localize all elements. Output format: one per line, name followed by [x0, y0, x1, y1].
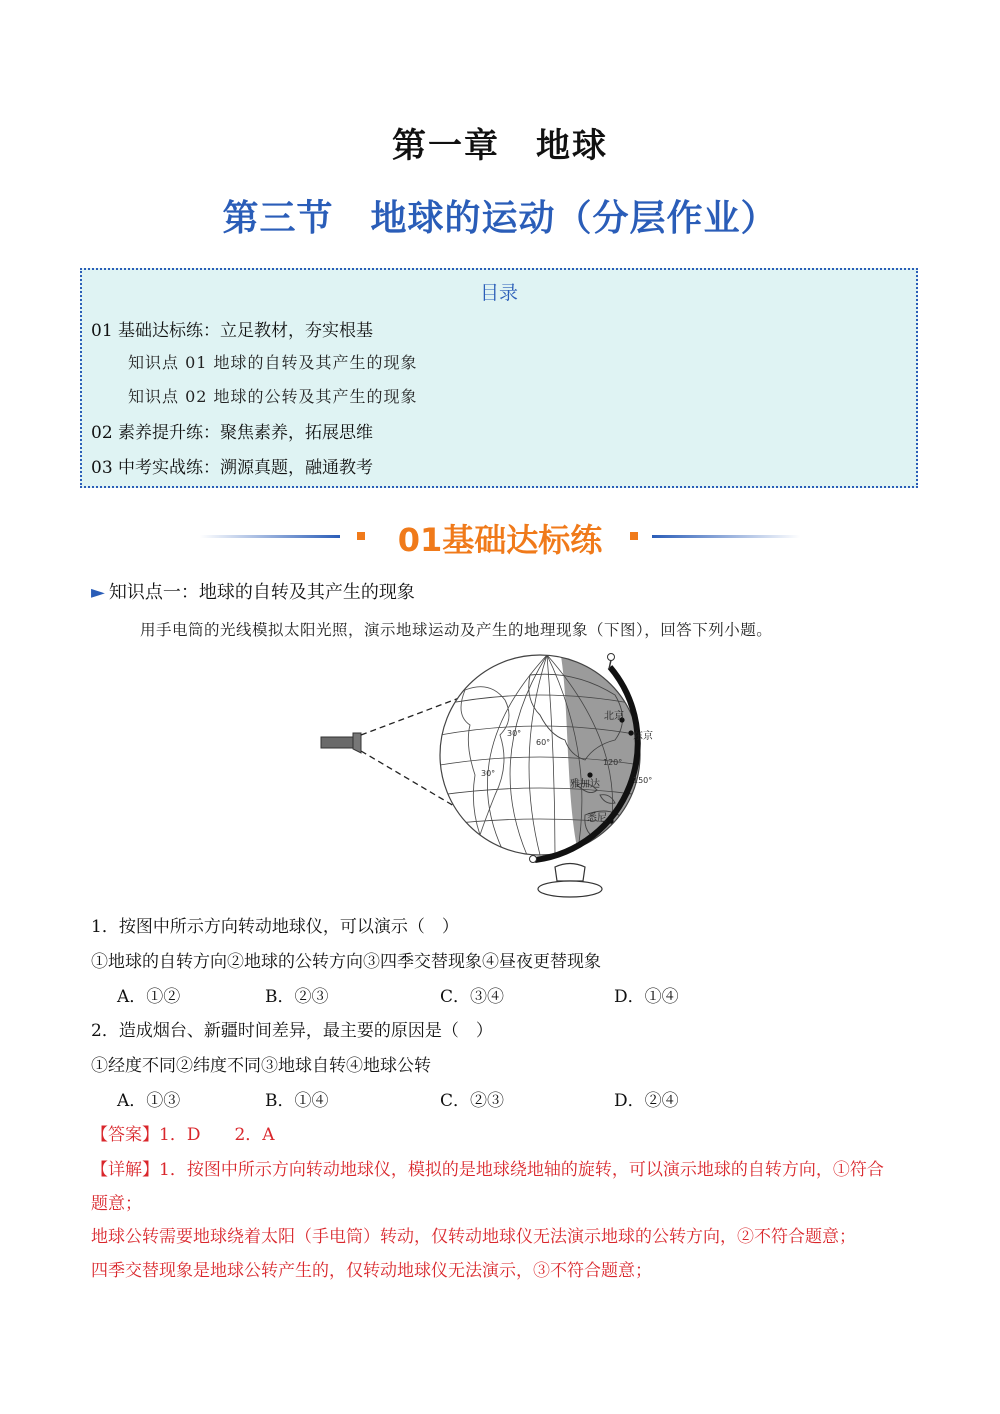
- label-tokyo: 东京: [633, 731, 653, 742]
- answer-label: 【答案】: [91, 1125, 159, 1145]
- toc-item-kp02[interactable]: 知识点 02 地球的公转及其产生的现象: [128, 387, 418, 406]
- question-1-stem: 1．按图中所示方向转动地球仪，可以演示（ ）: [91, 917, 459, 937]
- label-lat-30-south: 30°: [481, 769, 496, 778]
- knowledge-point-heading: [91, 578, 415, 604]
- question-1-option-b[interactable]: B．②③: [265, 987, 329, 1007]
- question-intro: 用手电筒的光线模拟太阳光照，演示地球运动及产生的地理现象（下图），回答下列小题。: [140, 621, 773, 639]
- question-1-option-c[interactable]: C．③④: [440, 987, 505, 1007]
- toc-item-01[interactable]: 01 基础达标练：立足教材，夯实根基: [91, 321, 374, 341]
- globe-base: [538, 881, 602, 897]
- explanation-line-1: [91, 1155, 884, 1180]
- triangle-marker-icon: ►: [91, 582, 105, 603]
- section-banner: 01基础达标练: [397, 521, 603, 559]
- globe-stand: [555, 864, 585, 882]
- explanation-label: 【详解】: [91, 1160, 159, 1180]
- label-beijing: 北京: [604, 711, 624, 722]
- answer-line: [91, 1120, 275, 1145]
- label-lon-60: 60°: [536, 738, 551, 747]
- flashlight-head: [353, 733, 361, 753]
- banner-divider-right: [652, 535, 800, 538]
- flashlight-icon: [321, 737, 353, 748]
- section-title: 第三节 地球的运动（分层作业）: [222, 198, 778, 239]
- globe-flashlight-figure: [315, 645, 685, 905]
- label-lon-150: 150°: [633, 776, 653, 785]
- question-1-option-d[interactable]: D．①④: [614, 987, 679, 1007]
- explanation-text-1: 1．按图中所示方向转动地球仪，模拟的是地球绕地轴的旋转，可以演示地球的自转方向，①符合: [159, 1160, 884, 1180]
- question-2-option-d[interactable]: D．②④: [614, 1091, 679, 1111]
- answer-text: 1．D 2．A: [159, 1125, 275, 1145]
- label-lon-120: 120°: [603, 758, 623, 767]
- label-jakarta: 雅加达: [570, 779, 600, 790]
- question-1-option-a[interactable]: A．①②: [117, 987, 181, 1007]
- chapter-title: 第一章 地球: [392, 126, 608, 166]
- banner-square-left: [357, 532, 365, 540]
- toc-item-kp01[interactable]: 知识点 01 地球的自转及其产生的现象: [128, 353, 418, 372]
- question-2-option-c[interactable]: C．②③: [440, 1091, 505, 1111]
- explanation-line-2: 题意；: [91, 1194, 142, 1214]
- question-1-statements: ①地球的自转方向②地球的公转方向③四季交替现象④昼夜更替现象: [91, 952, 601, 972]
- question-2-statements: ①经度不同②纬度不同③地球自转④地球公转: [91, 1056, 431, 1076]
- banner-square-right: [630, 532, 638, 540]
- table-of-contents: [80, 268, 918, 488]
- axis-bottom: [530, 856, 537, 863]
- explanation-line-4: 四季交替现象是地球公转产生的，仅转动地球仪无法演示，③不符合题意；: [91, 1261, 652, 1281]
- label-sydney: 悉尼: [587, 813, 607, 824]
- label-lat-30-north: 30°: [507, 729, 522, 738]
- axis-top: [608, 654, 615, 661]
- question-2-option-b[interactable]: B．①④: [265, 1091, 329, 1111]
- toc-item-02[interactable]: 02 素养提升练：聚焦素养，拓展思维: [91, 423, 374, 443]
- question-2-option-a[interactable]: A．①③: [117, 1091, 181, 1111]
- banner-divider-left: [200, 535, 340, 538]
- toc-title: 目录: [479, 282, 518, 304]
- toc-item-03[interactable]: 03 中考实战练：溯源真题，融通教考: [91, 458, 374, 478]
- explanation-line-3: 地球公转需要地球绕着太阳（手电筒）转动，仅转动地球仪无法演示地球的公转方向，②不符合题意；: [91, 1227, 856, 1247]
- knowledge-point-title: 知识点一：地球的自转及其产生的现象: [108, 582, 415, 603]
- question-2-stem: 2．造成烟台、新疆时间差异，最主要的原因是（ ）: [91, 1021, 493, 1041]
